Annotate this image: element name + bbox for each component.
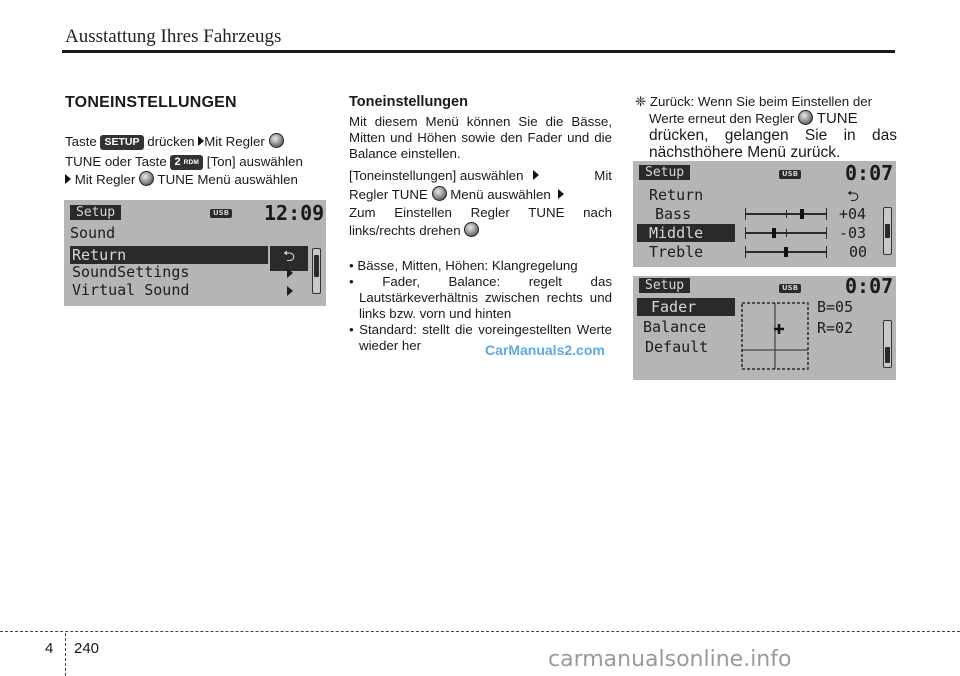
setup-key-icon: SETUP [100,135,143,150]
note-line [635,110,897,127]
text: Mit Regler [74,172,136,187]
menu-item-virtual-sound[interactable]: Virtual Sound [72,281,190,299]
submenu-arrow-icon [287,286,293,296]
scroll-thumb[interactable] [885,224,890,238]
clock: 12:09 [264,201,325,225]
tone-screen [633,161,896,267]
screen-tag: Setup [70,205,121,220]
row-middle[interactable]: Middle [637,224,735,242]
bullet-item: • Bässe, Mitten, Höhen: Klangregelung [349,258,578,273]
return-icon: ⮌ [270,246,308,271]
tune-knob-icon [139,171,154,186]
clock: 0:07 [845,276,894,298]
scrollbar[interactable] [312,248,321,294]
usb-badge: USB [779,170,801,179]
balance-value: R=02 [817,319,854,337]
scrollbar[interactable] [883,320,892,368]
section-heading: TONEINSTELLUNGEN [65,94,237,111]
step-line-4 [349,222,612,239]
note-line: drücken, gelangen Sie in das [649,127,897,144]
menu-item-return[interactable]: Return [70,246,268,264]
tune-knob-icon [798,110,813,125]
row-bass[interactable]: Bass [655,205,692,223]
footer-divider [65,633,66,676]
middle-value: -03 [839,224,867,242]
usb-badge: USB [779,284,801,293]
submenu-arrow-icon [287,268,293,278]
fader-balance-screen [633,276,896,380]
menu-title: Sound [70,224,116,242]
clock: 0:07 [845,161,894,185]
arrow-right-icon [558,189,564,199]
chapter-number: 4 [45,640,54,657]
text: TUNE oder Taste [65,154,167,169]
text: TUNE [816,110,858,127]
instruction-line-2 [65,153,325,170]
usb-badge: USB [210,209,232,218]
text: [Toneinstellungen] auswählen [349,168,524,183]
bullet-list [349,258,612,354]
subsection-heading: Toneinstellungen [349,94,468,110]
text: Mit Regler [204,134,265,149]
text: RDM [183,159,200,166]
step-line-3: Zum Einstellen Regler TUNE nach [349,205,612,220]
text: drücken [147,134,195,149]
text: Bässe, Mitten, Höhen: Klangregelung [357,258,578,273]
bass-slider[interactable] [745,213,827,215]
step-line-2 [349,186,612,203]
fader-value: B=05 [817,298,854,316]
rdm-key-icon [170,155,203,170]
intro-paragraph: Mit diesem Menü können Sie die Bässe, Mitten und Höhen sowie den Fader und die Balance einstellen. [349,114,612,161]
sound-menu-screen [64,200,326,306]
text: Menü auswählen [450,187,551,202]
row-fader[interactable]: Fader [637,298,735,316]
middle-slider[interactable] [745,232,827,234]
text: Zurück: Wenn Sie beim Einstellen der [649,94,873,109]
note-line: nächsthöhere Menü zurück. [649,144,841,161]
treble-slider[interactable] [745,251,827,253]
text: links/rechts drehen [349,223,461,238]
instruction-line-1 [65,133,325,150]
bullet-item: • Fader, Balance: regelt das Lautstärkeverhältnis zwischen rechts und links bzw. vorn und hinten [349,274,612,321]
page-number: 240 [74,640,100,657]
treble-value: 00 [849,243,868,261]
screen-tag: Setup [639,278,690,293]
screen-tag: Setup [639,165,690,180]
bass-value: +04 [839,205,867,223]
text: Standard: stellt die voreingestellten Werte wieder her [359,322,612,353]
note-symbol: ❈ [635,94,647,109]
watermark: CarManuals2.com [485,342,605,358]
footer-rule [0,631,960,632]
text: [Ton] auswählen [206,154,303,169]
instruction-line-3 [65,171,327,188]
scroll-thumb[interactable] [885,347,890,363]
text: Taste [65,134,97,149]
running-header: Ausstattung Ihres Fahrzeugs [65,26,282,47]
row-balance[interactable]: Balance [643,318,707,336]
tune-knob-icon [269,133,284,148]
slider-handle[interactable] [772,228,776,238]
tune-knob-icon [432,186,447,201]
row-default[interactable]: Default [645,338,709,356]
menu-item-sound-settings[interactable]: SoundSettings [72,263,190,281]
text: TUNE Menü auswählen [157,172,298,187]
note-line [635,94,897,110]
text: 2 [174,156,181,168]
slider-handle[interactable] [784,247,788,257]
source-watermark: carmanualsonline.info [548,647,792,672]
text: Mit [594,168,612,183]
tune-knob-icon [464,222,479,237]
header-rule [62,50,895,53]
text: Fader, Balance: regelt das Lautstärkeverhältnis zwischen rechts und links bzw. vorn und hinten [359,274,612,321]
text: Regler TUNE [349,187,428,202]
arrow-right-icon [533,170,539,180]
step-line-1 [349,167,612,184]
text: Werte erneut den Regler [649,111,795,126]
scrollbar[interactable] [883,207,892,255]
bullet-item: • Standard: stellt die voreingestellten Werte wieder her [349,322,612,353]
scroll-thumb[interactable] [314,255,319,277]
arrow-right-icon [65,174,71,184]
row-treble[interactable]: Treble [649,243,704,261]
return-icon: ⮌ [847,187,860,205]
fader-balance-grid[interactable] [741,302,809,370]
slider-handle[interactable] [800,209,804,219]
row-return[interactable]: Return [649,186,704,204]
note-block [635,94,897,161]
